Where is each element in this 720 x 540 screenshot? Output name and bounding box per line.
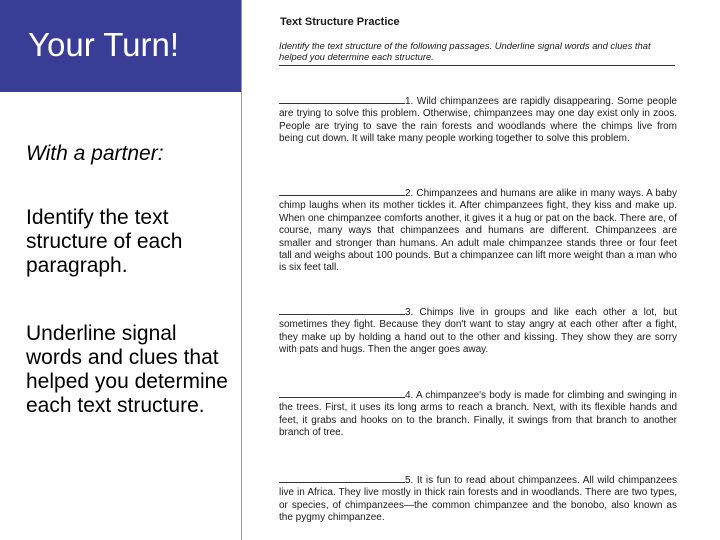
passage-4	[279, 388, 677, 440]
passage-text: 5. It is fun to read about chimpanzees. All wild chimpanzees live in Africa. They live mostly in thick rain forests and in woodlands. There are two types, or species, of chimpanzees—the common chimpanzee and the bonobo, also known as the pygmy chimpanzee.	[279, 475, 677, 524]
panel-divider	[241, 0, 242, 540]
passage-text: 4. A chimpanzee's body is made for climbing and swinging in the trees. First, it uses its long arms to reach a branch. Next, with its flexible hands and feet, it grabs and hooks on to the branch. Finally, it swings from that branch to another branch of tree.	[279, 390, 677, 439]
passage-2	[279, 186, 677, 275]
answer-blank	[279, 305, 405, 315]
passage-1	[279, 94, 677, 146]
answer-blank	[279, 94, 405, 104]
partner-instruction: With a partner:	[26, 142, 164, 165]
answer-blank	[279, 388, 405, 398]
passage-text: 2. Chimpanzees and humans are alike in many ways. A baby chimp laughs when its mother tickles it. After chimpanzees fight, they kiss and make up. When one chimpanzee comforts another, it gives it a hug or pat on the back. There are, of course, many ways that chimpanzees and humans are different. Chimpanzees are smaller and stronger than humans. An adult male chimpanzee stands three or four feet tall and weighs about 100 pounds. But a chimpanzee can lift more weight than a man who is six feet tall.	[279, 188, 677, 274]
worksheet-heading: Text Structure Practice	[280, 16, 400, 28]
passage-text: 1. Wild chimpanzees are rapidly disappearing. Some people are trying to solve this problem. Otherwise, chimpanzees may one day exist only in zoos. People are trying to save the rain forests and woodlands where the chimps live from being cut down. It will take many people working together to solve this problem.	[279, 96, 677, 145]
title-banner	[0, 0, 241, 92]
worksheet-image	[258, 0, 708, 540]
answer-blank	[279, 473, 405, 483]
answer-blank	[279, 186, 405, 196]
worksheet-instructions: Identify the text structure of the following passages. Underline signal words and clues that helped you determine each structure.	[279, 40, 675, 66]
instructions-panel	[26, 142, 231, 418]
passage-5	[279, 473, 677, 525]
passage-text: 3. Chimps live in groups and like each other a lot, but sometimes they fight. Because they don't want to stay angry at each other after a fight, they make up by holding a hand out to the other and kissing. They show they are sorry with pats and hugs. Then the anger goes away.	[279, 307, 677, 356]
slide-title: Your Turn!	[28, 26, 180, 63]
underline-instruction: Underline signal words and clues that helped you determine each text structure.	[26, 322, 228, 417]
passage-3	[279, 305, 677, 357]
identify-instruction: Identify the text structure of each paragraph.	[26, 206, 183, 277]
